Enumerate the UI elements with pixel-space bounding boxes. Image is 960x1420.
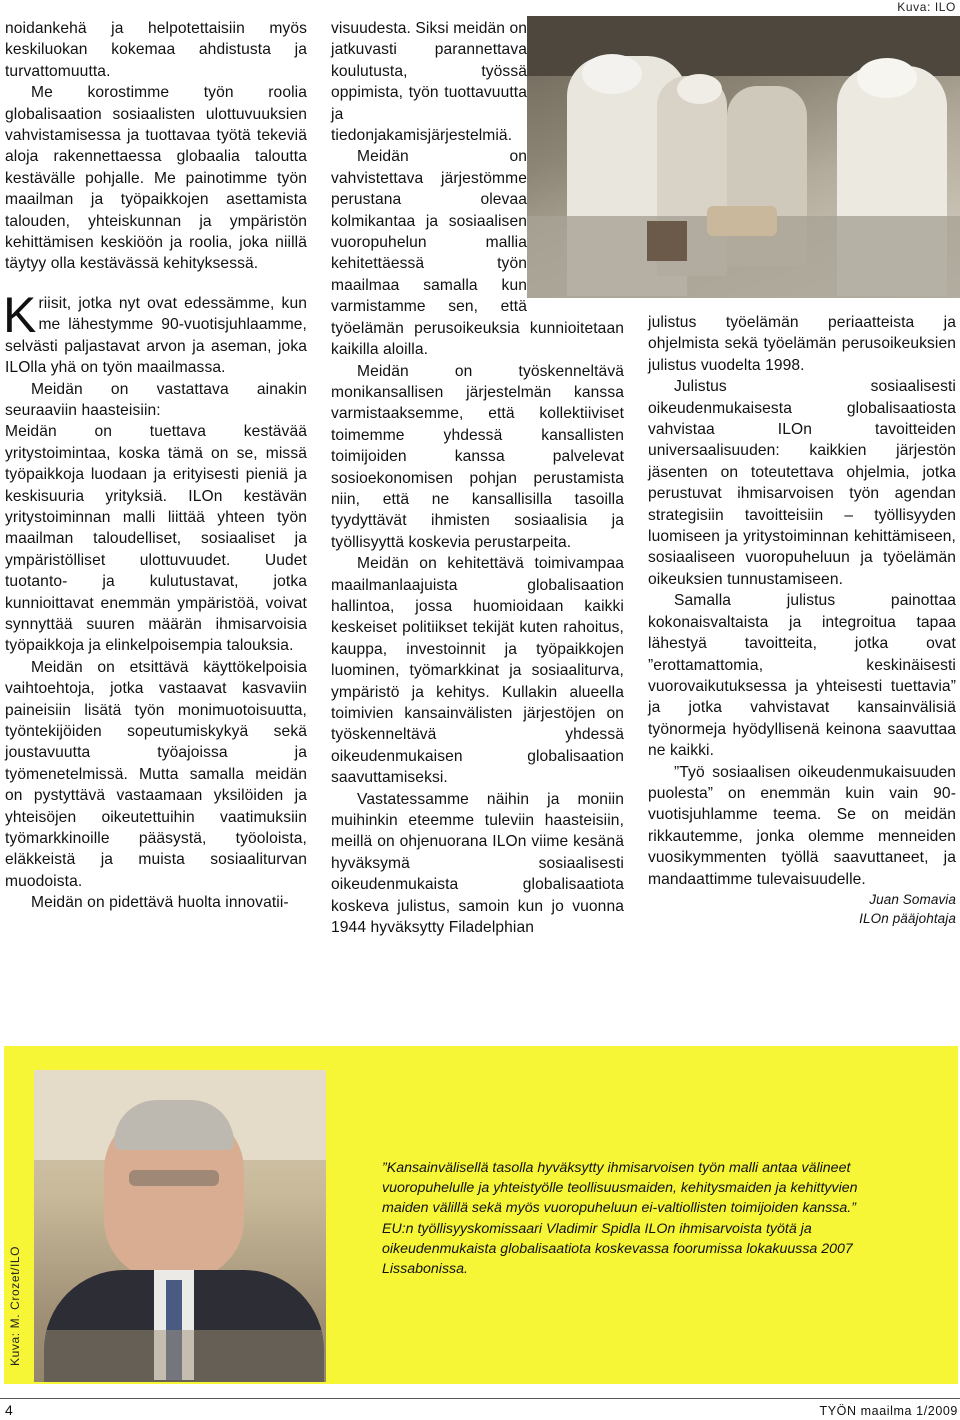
article-column-3 [648, 312, 956, 928]
paragraph: visuudesta. Siksi meidän on jatkuvasti parannettava koulutusta, työssä oppimista, työn tuottavuutta ja tiedonjakamisjärjestelmiä. [331, 20, 527, 145]
paragraph: Meidän on pidettävä huolta innovatii- [31, 894, 289, 912]
paragraph: julistus työelämän periaatteista ja ohjelmista sekä työelämän perusoikeuksien julistus vuodelta 1998. [648, 314, 956, 374]
paragraph: Meidän on työskenneltävä monikansallisen järjestelmän kanssa varmistaaksemme, että kollektiiviset toimemme yhdessä kansallisten toimijoiden kanssa palvelevat sosioekonomisen pohjan perustamista niin, että ne kansallisilla tasoilla tyydyttävät ihmisten sosiaalisia ja työllisyyttä koskevia perustarpeita. [331, 362, 624, 551]
quote-text: ”Kansainvälisellä tasolla hyväksytty ihmisarvoisen työn malli antaa välineet vuoropuhelulle ja yhteistyölle teollisuusmaiden, kehitysmaiden ja kehittyvien maiden välillä sekä myös vuoropuheluun ei-valtiollisten toimijoiden kanssa.” EU:n työllisyyskomissaari Vladimir Spidla ILOn ihmisarvoista työtä ja oikeudenmukaista globalisaatiota koskevassa foorumissa lokakuussa 2007 Lissabonissa. [382, 1160, 858, 1278]
spidla-portrait-photo [34, 1070, 326, 1382]
photo-credit: Kuva: ILO [897, 0, 956, 14]
paragraph: Vastatessamme näihin ja moniin muihinkin eteemme tuleviin haasteisiin, meillä on ohjenuorana ILOn viime kesänä hyväksymä sosiaalisesti oikeudenmukaista globalisaatiota koskeva julistus, samoin kun jo vuonna 1944 hyväksytty Filadelphian [331, 790, 624, 937]
paragraph: Meidän on vahvistettava järjestömme perustana olevaa kolmikantaa ja sosiaalisen vuoropuhelun mallia kehitettäessä työn maailmaa samalla kun varmistamme sen, että työelämän perusoikeuksia kunnioitetaan kaikilla aloilla. [331, 148, 624, 359]
paragraph: Me korostimme työn roolia globalisaation sosiaalisten ulottuvuuksien vahvistamisessa ja tuottavaa työtä tekeviä aloja rakennettaessa globaalia taloutta kestävälle pohjalle. Me painotimme työn maailman ja työpaikkojen asettamista talouden, yhteiskunnan ja ympäristön kehittämisen keskiöön ja roolia, joka niillä täytyy olla kestävässä kehityksessä. [5, 84, 307, 273]
page-number: 4 [5, 1402, 13, 1418]
paragraph: Meidän on vastattava ainakin seuraaviin haasteisiin: [5, 380, 307, 419]
drop-cap: K [3, 286, 37, 343]
article-column-1 [5, 18, 307, 914]
publication-name: TYÖN maailma 1/2009 [819, 1404, 958, 1418]
signature-title: ILOn pääjohtaja [859, 910, 956, 926]
footer-rule [0, 1398, 960, 1399]
paragraph: Meidän on tuettava kestävää yritystoimintaa, koska tämä on se, missä työpaikkoja luodaan ja erityisesti pieniä ja keskisuuria yrityksiä. ILOn kestävän yritystoiminnan malli liittää yhteen työn maailman taloudelliset, sosiaaliset ja ympäristölliset ulottuvuudet. Uudet tuotanto- ja kulutustavat, jotka kunnioittavat enemmän ympäristöä, voivat synnyttää suuren määrän ihmisarvoisia työpaikkoja ja elinkelpoisempia talouksia. [5, 423, 307, 655]
paragraph [3, 286, 307, 379]
paragraph: Julistus sosiaalisesti oikeudenmukaisesta globalisaatiosta vahvistaa ILOn tavoitteiden universaalisuuden: kaikkien järjestön jäsenten on toteutettava ohjelmia, jotka perustuvat ihmisarvoisen työn agendan strategisiin tavoitteisiin – työllisyyden luomiseen ja yritystoiminnan kehittämiseen, sosiaaliseen vuoropuheluun ja työelämän oikeuksien tunnustamiseen. [648, 378, 956, 588]
article-column-2 [331, 18, 624, 938]
paragraph-text: riisit, jotka nyt ovat edessämme, kun me lähestymme 90-vuotisjuhlaamme, selvästi paljastavat arvon ja aseman, joka ILOlla yhä on työn maailmassa. [5, 294, 307, 377]
signature-name: Juan Somavia [869, 891, 956, 907]
paragraph: Meidän on kehitettävä toimivampaa maailmanlaajuista globalisaation hallintoa, jossa huomioidaan kaikki keskeiset politiikset tekijät kuten rahoitus, kauppa, investoinnit ja työpaikkojen luominen, työmarkkinat ja sosiaaliturva, ympäristö ja kehitys. Kullakin alueella toimivien kansainvälisten järjestöjen on työskenneltävä yhdessä oikeudenmukaisen globalisaation saavuttamiseksi. [331, 555, 624, 787]
paragraph: Samalla julistus painottaa kokonaisvaltaista ja integroitua tapaa lähestyä tavoitteita, jotka ovat ”erottamattomia, keskinäisesti vuorovaikutuksessa ja yhteisesti tuettavia” ja jotka vahvistavat kansainvälisiä työnormeja hyödyllisenä keinona saavuttaa ne kaikki. [648, 592, 956, 760]
paragraph: ”Työ sosiaalisen oikeudenmukaisuuden puolesta” on enemmän kuin vain 90-vuotisjuhlamme teema. Se on meidän rikkautemme, jonka olemme menneiden vuosikymmenten työllä saavuttaneet, ja mandaattimme tulevaisuudelle. [648, 763, 956, 888]
photo-credit-vertical: Kuva: M. Crozet/ILO [8, 1245, 22, 1366]
paragraph: noidankehä ja helpotettaisiin myös keskiluokan kokemaa ahdistusta ja turvattomuutta. [5, 20, 307, 80]
paragraph: Meidän on etsittävä käyttökelpoisia vaihtoehtoja, jotka vastaavat kasvaviin paineisiin lisätä työn monimuotoisuutta, työntekijöiden sopeutumiskykyä sekä joustavuutta työajoissa ja työmenetelmissä. Mutta samalla meidän on pystyttävä vastaamaan yksilöiden ja yhteisöjen oikeutettuihin vaatimuksiin työmarkkinoille pääsystä, työoloista, eläkkeistä ja muista sosiaaliturvan muodoista. [5, 658, 307, 890]
